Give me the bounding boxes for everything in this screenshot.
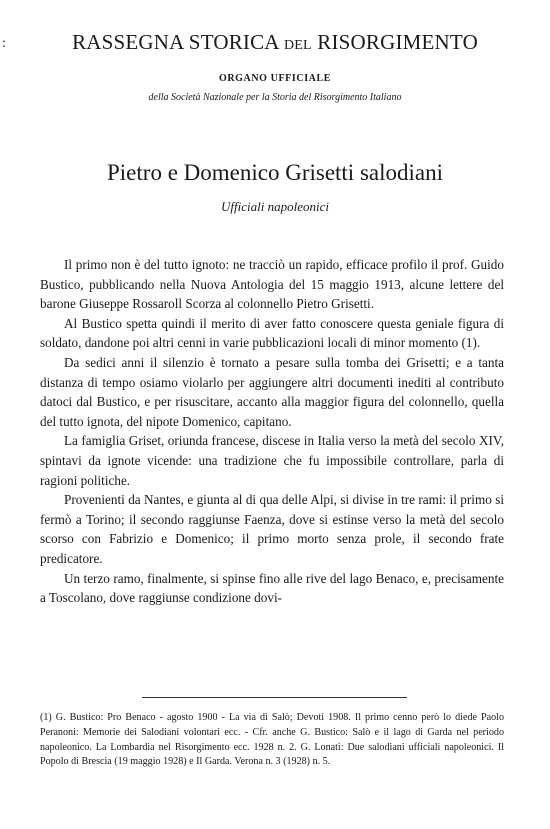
journal-title-part1: RASSEGNA STORICA <box>72 30 284 54</box>
article-subtitle: Ufficiali napoleonici <box>221 199 329 214</box>
paragraph: Al Bustico spetta quindi il merito di aver fatto conoscere questa geniale figura di soldato, dandone poi altri cenni in varie pubblicazioni locali di minor momento (1). <box>40 315 504 351</box>
article-title: Pietro e Domenico Grisetti salodiani <box>107 160 443 185</box>
footnote-divider <box>142 697 407 698</box>
paragraph: La famiglia Griset, oriunda francese, discese in Italia verso la metà del secolo XIV, spintavi da ignote vicende: una tradizione che fu impossibile controllare, parla di ragioni politiche. <box>40 433 504 488</box>
article-body <box>40 255 504 608</box>
paragraph: Un terzo ramo, finalmente, si spinse fino alle rive del lago Benaco, e, precisamente a Toscolano, dove raggiunse condizione dovi- <box>40 570 504 606</box>
organ-label: ORGANO UFFICIALE <box>218 73 332 84</box>
paragraph: Il primo non è del tutto ignoto: ne tracciò un rapido, efficace profilo il prof. Guido Bustico, pubblicando nella Nuova Antologia del 15 maggio 1913, alcune lettere del barone Giuseppe Rossaroll Scorza al colonnello Pietro Grisetti. <box>40 257 504 312</box>
paragraph: Da sedici anni il silenzio è tornato a pesare sulla tomba dei Grisetti; e a tanta distanza di tempo osiamo violarlo per aggiungere altri documenti inediti al contributo datoci dal Bustico, e per risuscitare, accanto alla maggior figura del colonnello, quella del tutto ignota, del nipote Domenico, capitano. <box>40 354 504 429</box>
journal-title <box>30 30 520 55</box>
journal-title-small: DEL <box>283 38 312 53</box>
society-line: della Società Nazionale per la Storia del Risorgimento Italiano <box>148 92 402 103</box>
paragraph: Provenienti da Nantes, e giunta al di qua delle Alpi, si divise in tre rami: il primo si fermò a Torino; il secondo raggiunse Faenza, dove si estinse verso la metà del secolo scorso con Fabrizio e Domenico; il primo morto senza prole, il secondo frate predicatore. <box>40 492 504 566</box>
margin-mark: : <box>2 36 6 51</box>
footnote: (1) G. Bustico: Pro Benaco - agosto 1900 - La via di Salò; Devoti 1908. Il primo cenno però lo diede Paolo Peranoni: Memorie dei Salodiani volontari ecc. - Cfr. anche G. Bustico: Salò e il lago di Garda nel periodo napoleonico. La Lombardia nel Risorgimento ecc. 1928 n. 2. G. Lonati: Due salodiani ufficiali napoleonici. Il Popolo di Brescia (19 maggio 1928) e Il Garda. Verona n. 3 (1928) n. 5. <box>40 712 504 768</box>
journal-title-part2: RISORGIMENTO <box>311 30 478 54</box>
